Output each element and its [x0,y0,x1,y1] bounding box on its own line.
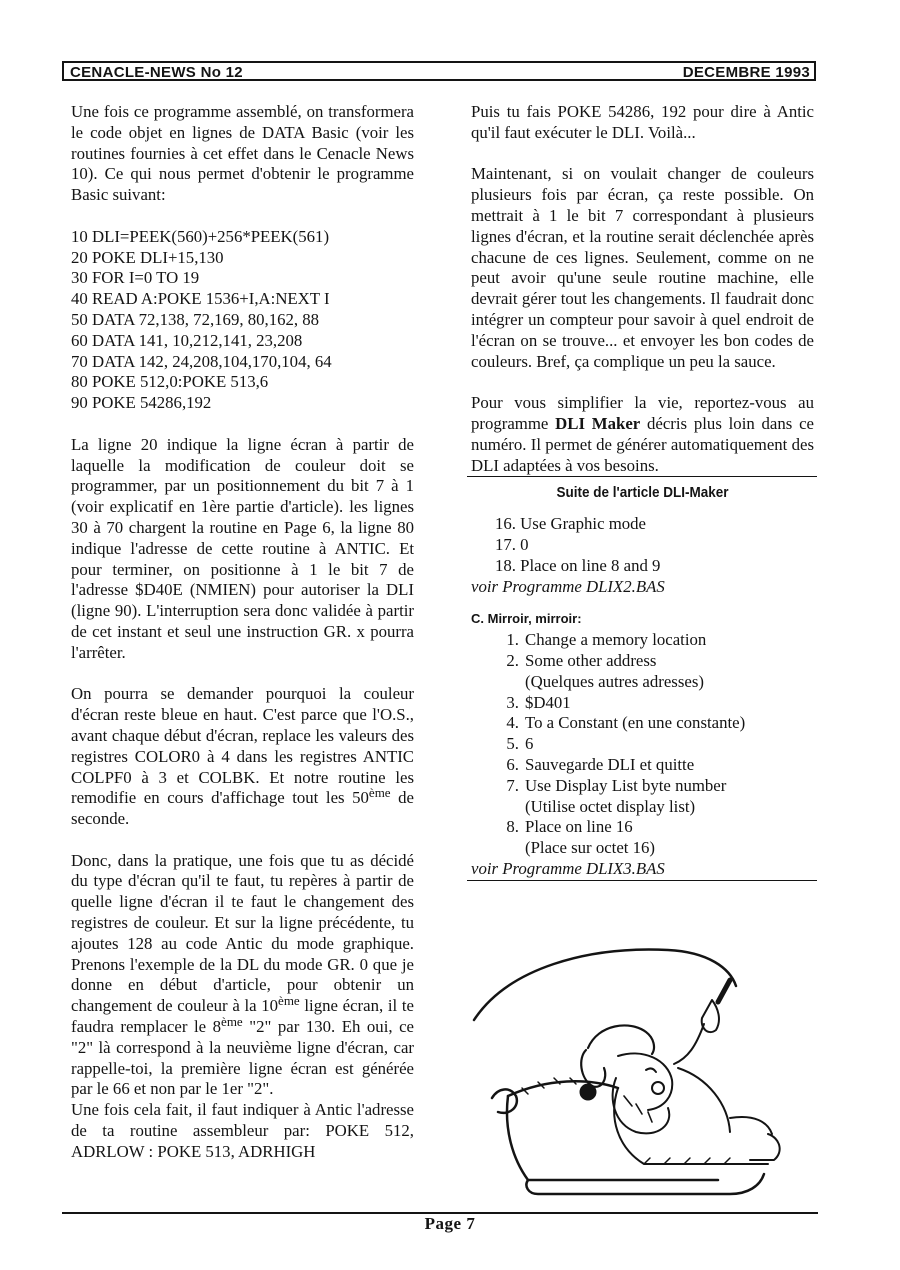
text-span: ligne écran, il te faudra remplacer le 8 [71,996,414,1037]
text-span: Pour vous simplifier la vie, reportez-vous au programme [471,393,814,433]
list-item [471,672,814,693]
section-title: Suite de l'article DLI-Maker [556,484,729,502]
dli-maker-paragraph [471,393,814,476]
list-item [471,693,814,714]
code-line: 30 FOR I=0 TO 19 [71,268,200,288]
code-line: 40 READ A:POKE 1536+I,A:NEXT I [71,289,330,309]
list-item: 17. 0 [495,534,529,554]
intro-paragraph: Une fois ce programme assemblé, on transformera le code objet en lignes de DATA Basic (voir les routines fournies à cet effet dans le Cenacle News 10). Ce qui nous permet d'obtenir le programme Basic suivant: [71,102,414,205]
item-number: 4. [506,713,519,733]
code-line: 80 POKE 512,0:POKE 513,6 [71,372,269,392]
list-item [471,755,814,776]
item-text: $D401 [525,692,571,712]
list-item [471,651,814,672]
code-line: 10 DLI=PEEK(560)+256*PEEK(561) [71,226,330,246]
basic-listing [71,227,414,414]
item-number: 3. [506,692,519,712]
newsletter-title: CENACLE-NEWS No 12 [70,64,243,81]
superscript: ème [368,785,391,801]
program-reference: voir Programme DLIX3.BAS [471,858,665,878]
text-span: "2" par 130. Eh oui, ce "2" là correspond à la neuvième ligne d'écran, car rappelle-toi, la première ligne écran est générée par le 66 et non par le 1er "2". [71,1017,414,1099]
santa-sleigh-illustration [468,928,818,1198]
item-text: Place on line 16 [525,817,633,837]
item-text: (Place sur octet 16) [525,838,656,858]
item-text: Some other address [525,650,657,670]
explanation-paragraph: La ligne 20 indique la ligne écran à partir de laquelle la modification de couleur doit se programmer, par un positionnement du bit 7 à 1 (voir explicatif en 1ère partie d'article). les lignes 30 à 70 chargent la routine en Page 6, la ligne 80 indique l'adresse de cette routine à ANTIC. Et pour terminer, on positionne à 1 le bit 7 de l'adresse $D40E (NMIEN) pour autoriser la DLI (ligne 90). L'interruption sera donc validée à partir de cet instant et seul une instruction GR. x pourra l'arrêter. [71,434,414,662]
item-number: 5. [506,734,519,754]
item-number: 6. [506,754,519,774]
subsection-heading: C. Mirroir, mirroir: [471,611,582,627]
item-number: 1. [506,630,519,650]
multi-color-paragraph: Maintenant, si on voulait changer de couleurs plusieurs fois par écran, ça reste possible. On mettrait à 1 le bit 7 correspondant à plusieurs lignes d'écran, et la routine serait déclenchée après chacune de ces lignes. Seulement, comme on ne peut avoir qu'une seule routine machine, elle devrait gérer tout les changements. Il faudrait donc intégrer un compteur pour savoir à quel endroit de l'écran on se trouve... et envoyer les bon codes de couleurs. Bref, ça complique un peu la sauce. [471,164,814,371]
section-divider [467,880,817,881]
list-item: 16. Use Graphic mode [495,514,646,534]
code-line: 50 DATA 72,138, 72,169, 80,162, 88 [71,309,320,329]
list-item [471,776,814,797]
text-span: On pourra se demander pourquoi la couleur d'écran reste bleue en haut. C'est parce que l'O.S., avant chaque début d'écran, replace les valeurs des registres COLOR0 à 4 dans les registres ANTIC COLPF0 à 3 et COLBK. Et notre routine les remodifie en cours d'affichage tout les 50 [71,684,414,808]
left-column [71,102,414,1163]
list-item [471,817,814,838]
program-reference: voir Programme DLIX2.BAS [471,576,665,596]
list-item [471,838,814,859]
item-text: 6 [525,734,534,754]
item-text: (Utilise octet display list) [525,796,696,816]
list-item [471,630,814,651]
text-span: décris plus loin dans ce numéro. Il permet de générer automatiquement des DLI adaptées à vos besoins. [471,413,814,475]
code-line: 70 DATA 142, 24,208,104,170,104, 64 [71,351,332,371]
code-line: 60 DATA 141, 10,212,141, 23,208 [71,330,303,350]
superscript: ème [278,993,300,1009]
poke-paragraph: Puis tu fais POKE 54286, 192 pour dire à Antic qu'il faut exécuter le DLI. Voilà... [471,102,814,142]
os-paragraph [71,684,414,830]
practice-paragraph [71,851,414,1101]
code-line: 20 POKE DLI+15,130 [71,247,224,267]
program-name: DLI Maker [555,413,641,433]
antic-address-paragraph: Une fois cela fait, il faut indiquer à Antic l'adresse de ta routine assembleur par: POKE 512, ADRLOW : POKE 513, ADRHIGH [71,1100,414,1161]
list-item [471,713,814,734]
code-line: 90 POKE 54286,192 [71,393,212,413]
superscript: ème [221,1014,243,1030]
menu-b-list [471,514,814,576]
text-span: Donc, dans la pratique, une fois que tu as décidé du type d'écran qu'il te faut, tu repères à partir de quelle ligne d'écran il te faut le changement des registres de couleur. Et sur la ligne précédente, tu ajoutes 128 au code Antic du mode graphique. Prenons l'exemple de la DL du mode GR. 0 que je donne en début d'article, pour obtenir un changement de couleur à la 10 [71,850,414,1016]
right-column [471,102,814,881]
item-number: 7. [506,775,519,795]
section-divider [467,476,817,477]
menu-c-list [471,630,814,859]
item-text: (Quelques autres adresses) [525,671,704,691]
page-number: Page 7 [424,1214,476,1233]
item-text: Use Display List byte number [525,775,727,795]
text-span: de seconde. [71,788,414,829]
item-text: Change a memory location [525,630,707,650]
item-number: 2. [506,650,519,670]
item-number: 8. [506,817,519,837]
list-item [471,797,814,818]
item-text: To a Constant (en une constante) [525,713,746,733]
list-item: 18. Place on line 8 and 9 [495,555,661,575]
list-item [471,734,814,755]
issue-date: DECEMBRE 1993 [682,64,810,81]
item-text: Sauvegarde DLI et quitte [525,754,695,774]
